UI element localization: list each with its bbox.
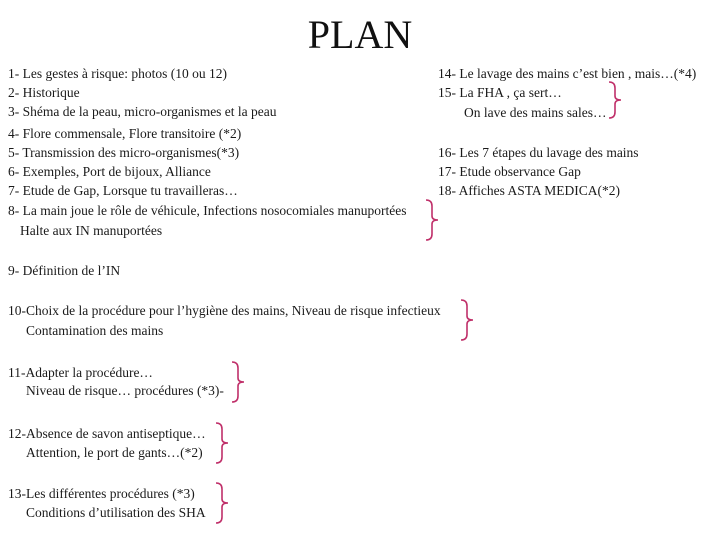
plan-item-17: 17- Etude observance Gap <box>438 164 581 179</box>
plan-item-9: 9- Définition de l’IN <box>8 263 121 278</box>
plan-item-5: 5- Transmission des micro-organismes(*3) <box>8 145 240 160</box>
plan-item-4: 4- Flore commensale, Flore transitoire (*2) <box>8 126 242 141</box>
brace-icon <box>210 421 234 465</box>
plan-item-7: 7- Etude de Gap, Lorsque tu travailleras… <box>8 183 238 198</box>
plan-item-15: 15- La FHA , ça sert… <box>438 85 562 100</box>
brace-icon <box>455 298 479 342</box>
plan-item-13: 13-Les différentes procédures (*3) <box>8 486 195 501</box>
plan-item-18: 18- Affiches ASTA MEDICA(*2) <box>438 183 621 198</box>
plan-item-16: 16- Les 7 étapes du lavage des mains <box>438 145 639 160</box>
plan-item-6: 6- Exemples, Port de bijoux, Alliance <box>8 164 211 179</box>
plan-item-12: 12-Absence de savon antiseptique… <box>8 426 206 441</box>
plan-item-1: 1- Les gestes à risque: photos (10 ou 12) <box>8 66 227 81</box>
plan-item-15-sub: On lave des mains sales… <box>464 105 607 120</box>
plan-item-2: 2- Historique <box>8 85 80 100</box>
plan-item-12-sub: Attention, le port de gants…(*2) <box>26 445 203 460</box>
plan-item-14: 14- Le lavage des mains c’est bien , mais…(*4) <box>438 66 697 81</box>
plan-item-11: 11-Adapter la procédure… <box>8 365 153 380</box>
brace-icon <box>210 481 234 525</box>
brace-icon <box>420 198 444 242</box>
page-title: PLAN <box>307 12 413 57</box>
plan-item-8: 8- La main joue le rôle de véhicule, Infections nosocomiales manuportées <box>8 203 407 218</box>
plan-item-3: 3- Shéma de la peau, micro-organismes et la peau <box>8 104 277 119</box>
plan-item-13-sub: Conditions d’utilisation des SHA <box>26 505 206 520</box>
plan-item-10-sub: Contamination des mains <box>26 323 164 338</box>
plan-item-8-sub: Halte aux IN manuportées <box>20 223 163 238</box>
plan-item-10: 10-Choix de la procédure pour l’hygiène des mains, Niveau de risque infectieux <box>8 303 441 318</box>
brace-icon <box>226 360 250 404</box>
plan-item-11-sub: Niveau de risque… procédures (*3)- <box>26 383 224 398</box>
brace-icon <box>603 80 627 120</box>
